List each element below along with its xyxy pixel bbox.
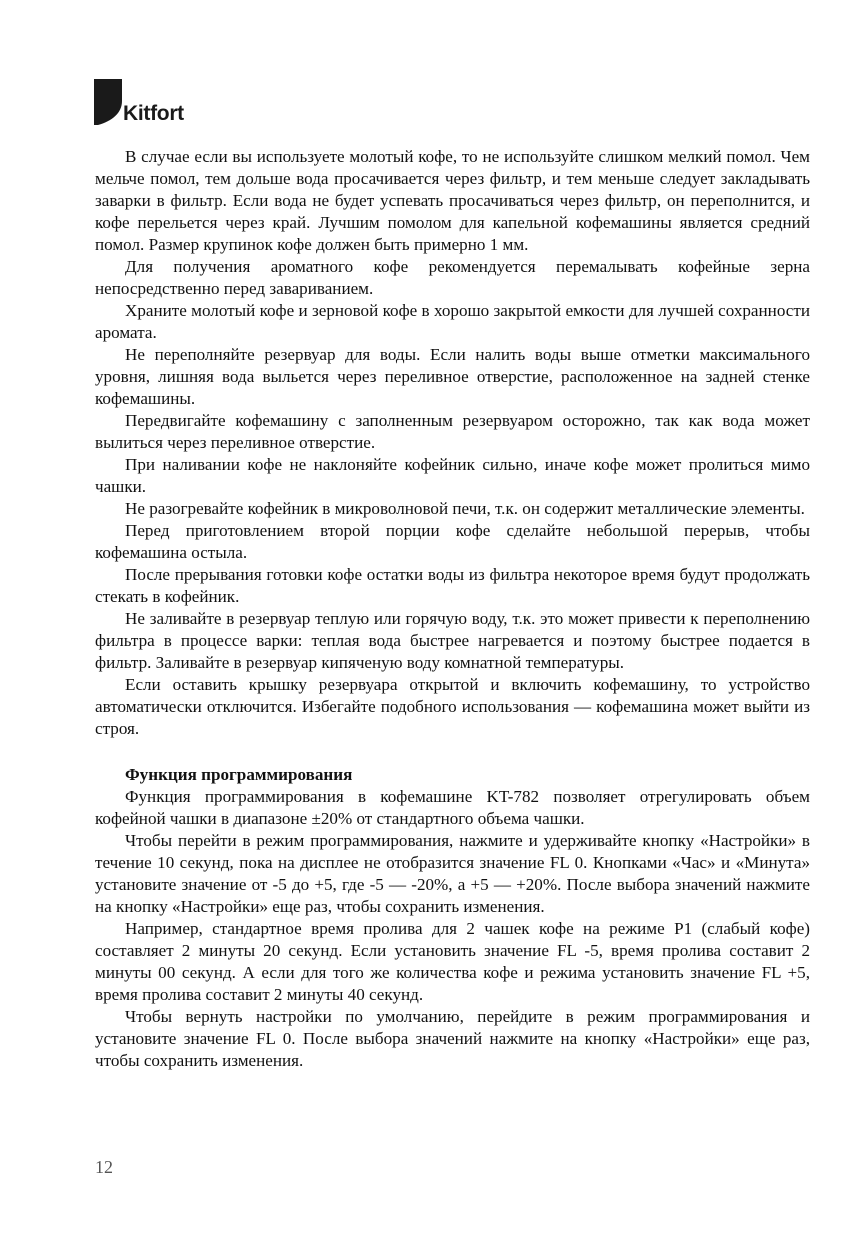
paragraph: При наливании кофе не наклоняйте кофейник сильно, иначе кофе может пролиться мимо чашки. <box>95 455 810 496</box>
paragraph: После прерывания готовки кофе остатки воды из фильтра некоторое время будут продолжать стекать в кофейник. <box>95 565 810 606</box>
kitfort-logo-icon <box>94 79 122 125</box>
section-paragraph: Чтобы перейти в режим программирования, нажмите и удерживайте кнопку «Настройки» в течение 10 секунд, пока на дисплее не отобразится значение FL 0. Кнопками «Час» и «Минута» установите значение от -5 до +5, где -5 — -20%, а +5 — +20%. После выбора значений нажмите на кнопку «Настройки» еще раз, чтобы сохранить изменения. <box>95 831 810 916</box>
paragraph: Передвигайте кофемашину с заполненным резервуаром осторожно, так как вода может вылиться через переливное отверстие. <box>95 411 810 452</box>
kitfort-logo <box>94 79 184 125</box>
section-paragraph: Чтобы вернуть настройки по умолчанию, перейдите в режим программирования и установите значение FL 0. После выбора значений нажмите на кнопку «Настройки» еще раз, чтобы сохранить изменения. <box>95 1007 810 1070</box>
section-paragraph: Например, стандартное время пролива для 2 чашек кофе на режиме P1 (слабый кофе) составляет 2 минуты 20 секунд. Если установить значение FL -5, время пролива составит 2 минуты 00 секунд. А если для того же количества кофе и режима установить значение FL +5, время пролива составит 2 минуты 40 секунд. <box>95 919 810 1004</box>
section-heading: Функция программирования <box>125 765 353 784</box>
paragraph: В случае если вы используете молотый кофе, то не используйте слишком мелкий помол. Чем мельче помол, тем дольше вода просачивается через фильтр, и тем меньше следует закладывать заварки в фильтр. Если вода не будет успевать просачиваться через фильтр, он переполнится, и кофе перельется через край. Лучшим помолом для капельной кофемашины является средний помол. Размер крупинок кофе должен быть примерно 1 мм. <box>95 147 810 254</box>
paragraph: Для получения ароматного кофе рекомендуется перемалывать кофейные зерна непосредственно перед завариванием. <box>95 257 810 298</box>
paragraph: Не заливайте в резервуар теплую или горячую воду, т.к. это может привести к переполнению фильтра в процессе варки: теплая вода быстрее нагревается и поэтому быстрее подается в фильтр. Заливайте в резервуар кипяченую воду комнатной температуры. <box>95 609 810 672</box>
document-body <box>95 146 810 1072</box>
brand-name: Kitfort <box>123 102 184 125</box>
page-number: 12 <box>95 1157 113 1177</box>
paragraph: Храните молотый кофе и зерновой кофе в хорошо закрытой емкости для лучшей сохранности аромата. <box>95 301 810 342</box>
paragraph: Не разогревайте кофейник в микроволновой печи, т.к. он содержит металлические элементы. <box>125 499 805 518</box>
section-paragraph: Функция программирования в кофемашине KT-782 позволяет отрегулировать объем кофейной чашки в диапазоне ±20% от стандартного объема чашки. <box>95 787 810 828</box>
paragraph: Если оставить крышку резервуара открытой и включить кофемашину, то устройство автоматически отключится. Избегайте подобного использования — кофемашина может выйти из строя. <box>95 675 810 738</box>
paragraph: Перед приготовлением второй порции кофе сделайте небольшой перерыв, чтобы кофемашина остыла. <box>95 521 810 562</box>
paragraph: Не переполняйте резервуар для воды. Если налить воды выше отметки максимального уровня, лишняя вода выльется через переливное отверстие, расположенное на задней стенке кофемашины. <box>95 345 810 408</box>
